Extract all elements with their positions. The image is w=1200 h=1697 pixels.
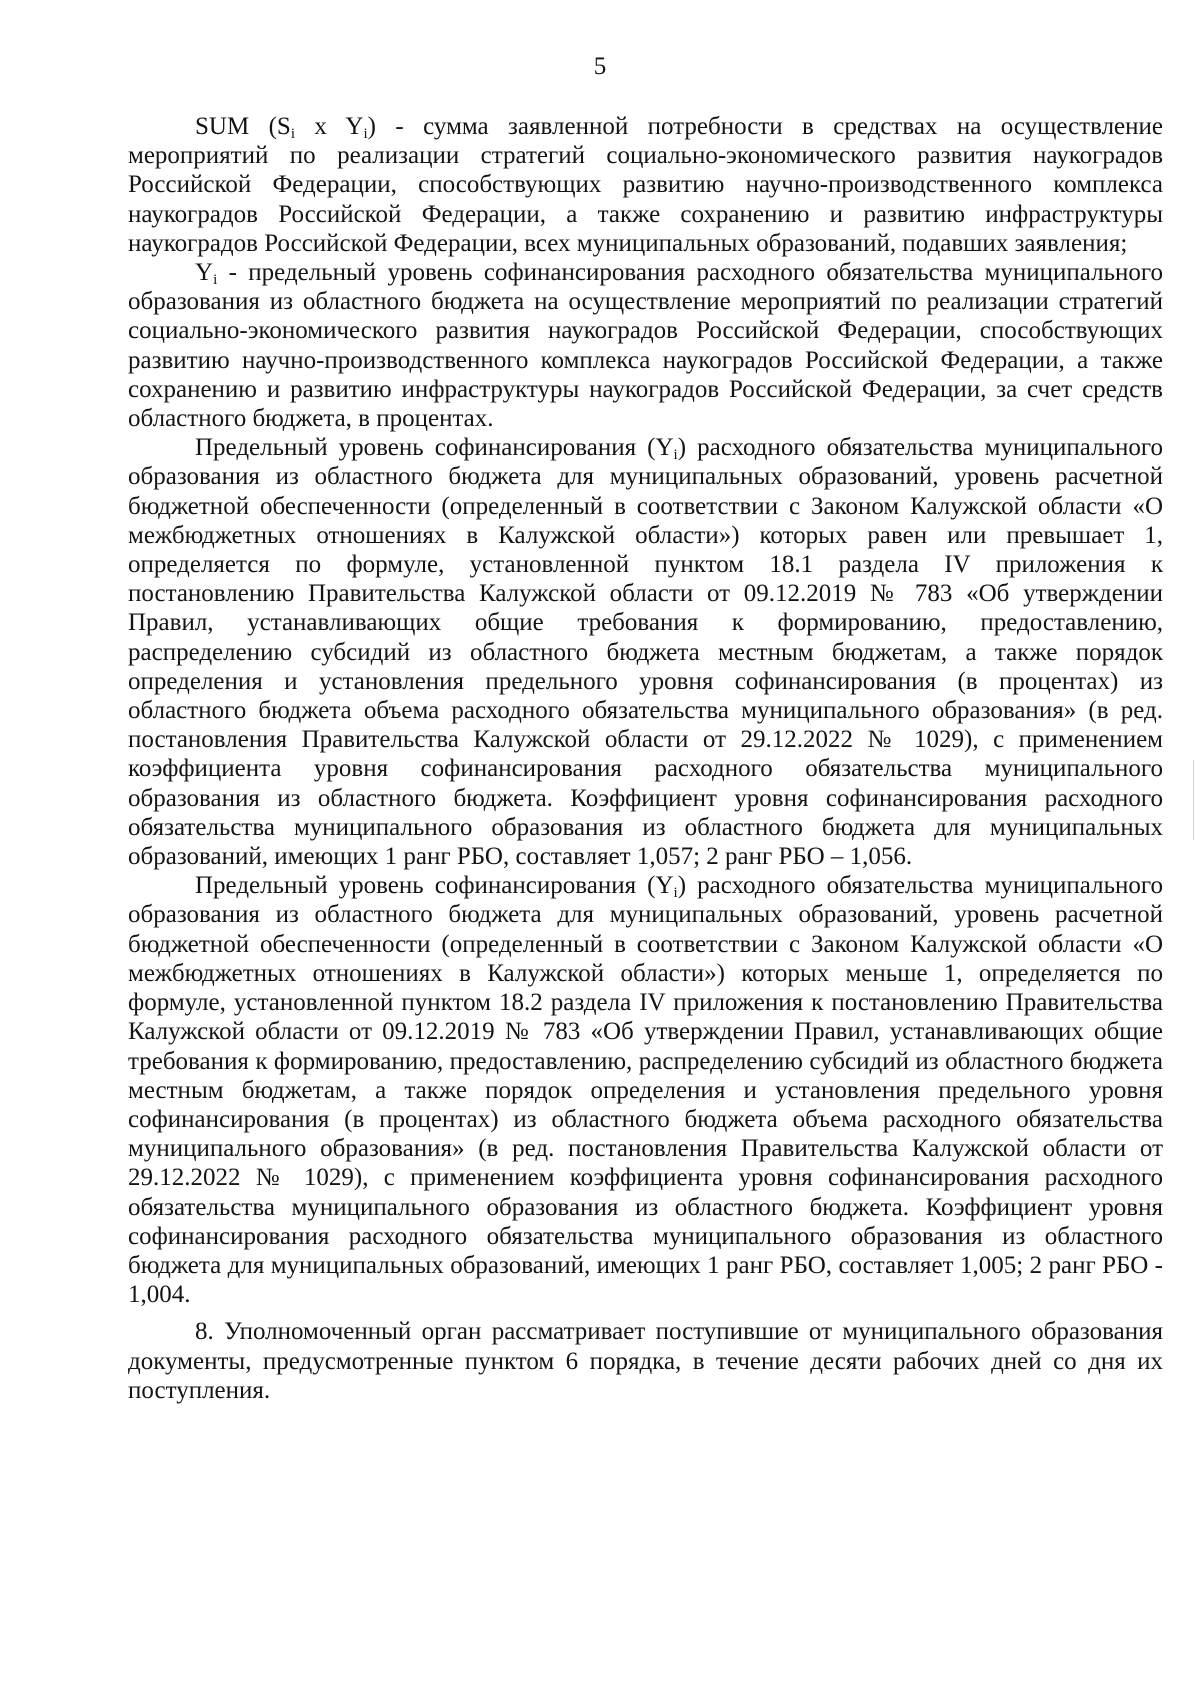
cofinancing-subscript: i: [673, 885, 678, 902]
yi-term-subscript: i: [213, 272, 218, 289]
yi-definition-text: - предельный уровень софинансирования расходного обязательства муниципального образования из областного бюджета на осуществление мероприятий по реализации стратегий социально-экономического развития наукоградов Российской Федерации, способствующих развитию научно-производственного комплекса наукоградов Российской Федерации, а также сохранению и развитию инфраструктуры наукоградов Российской Федерации, за счет средств областного бюджета, в процентах.: [128, 259, 1163, 433]
cofinancing-text: ) расходного обязательства муниципального образования из областного бюджета для муниципальных образований, уровень расчетной бюджетной обеспеченности (определенный в соответствии с Законом Калужской области «О межбюджетных отношениях в Калужской области») которых меньше 1, определяется по формуле, установленной пунктом 18.2 раздела IV приложения к постановлению Правительства Калужской области от 09.12.2019 № 783 «Об утверждении Правил, устанавливающих общие требования к формированию, предоставлению, распределению субсидий из областного бюджета местным бюджетам, а также порядок определения и установления предельного уровня софинансирования (в процентах) из областного бюджета объема расходного обязательства муниципального образования» (в ред. постановления Правительства Калужской области от 29.12.2022 № 1029), с применением коэффициента уровня софинансирования расходного обязательства муниципального образования из областного бюджета. Коэффициент уровня софинансирования расходного обязательства муниципального образования из областного бюджета для муниципальных образований, имеющих 1 ранг РБО, составляет 1,005; 2 ранг РБО - 1,004.: [128, 872, 1163, 1309]
sum-term-close: ): [367, 113, 376, 140]
cofinancing-lead: Предельный уровень софинансирования (Y: [195, 434, 674, 462]
yi-term: Y: [195, 259, 214, 287]
paragraph-sum-definition: [128, 112, 1163, 258]
page-number: 5: [593, 53, 607, 80]
sum-term-subscript-y: i: [363, 126, 368, 142]
paragraph-item-8: [128, 1317, 1163, 1405]
cofinancing-subscript: i: [673, 447, 678, 464]
document-body: [128, 112, 1163, 1405]
scan-edge-mark: [1193, 760, 1194, 840]
sum-term-mid: x Y: [295, 113, 364, 140]
paragraph-cofinancing-rbo-lt-1: [128, 871, 1163, 1309]
sum-term: SUM (S: [195, 113, 291, 140]
cofinancing-lead: Предельный уровень софинансирования (Y: [195, 872, 674, 900]
sum-definition-text: - сумма заявленной потребности в средствах на осуществление мероприятий по реализации стратегий социально-экономического развития наукоградов Российской Федерации, способствующих развитию научно-производственного комплекса наукоградов Российской Федерации, а также сохранению и развитию инфраструктуры наукоградов Российской Федерации, всех муниципальных образований, подавших заявления;: [128, 113, 1164, 257]
cofinancing-text: ) расходного обязательства муниципального образования из областного бюджета для муниципальных образований, уровень расчетной бюджетной обеспеченности (определенный в соответствии с Законом Калужской области «О межбюджетных отношениях в Калужской области») которых равен или превышает 1, определяется по формуле, установленной пунктом 18.1 раздела IV приложения к постановлению Правительства Калужской области от 09.12.2019 № 783 «Об утверждении Правил, устанавливающих общие требования к формированию, предоставлению, распределению субсидий из областного бюджета местным бюджетам, а также порядок определения и установления предельного уровня софинансирования (в процентах) из областного бюджета объема расходного обязательства муниципального образования» (в ред. постановления Правительства Калужской области от 29.12.2022 № 1029), с применением коэффициента уровня софинансирования расходного обязательства муниципального образования из областного бюджета. Коэффициент уровня софинансирования расходного обязательства муниципального образования из областного бюджета для муниципальных образований, имеющих 1 ранг РБО, составляет 1,057; 2 ранг РБО – 1,056.: [128, 434, 1163, 871]
paragraph-cofinancing-rbo-ge-1: [128, 433, 1163, 871]
item-8-text: 8. Уполномоченный орган рассматривает поступившие от муниципального образования документы, предусмотренные пунктом 6 порядка, в течение десяти рабочих дней со дня их поступления.: [128, 1318, 1163, 1404]
paragraph-yi-definition: [128, 258, 1163, 433]
sum-term-subscript-s: i: [290, 126, 296, 142]
